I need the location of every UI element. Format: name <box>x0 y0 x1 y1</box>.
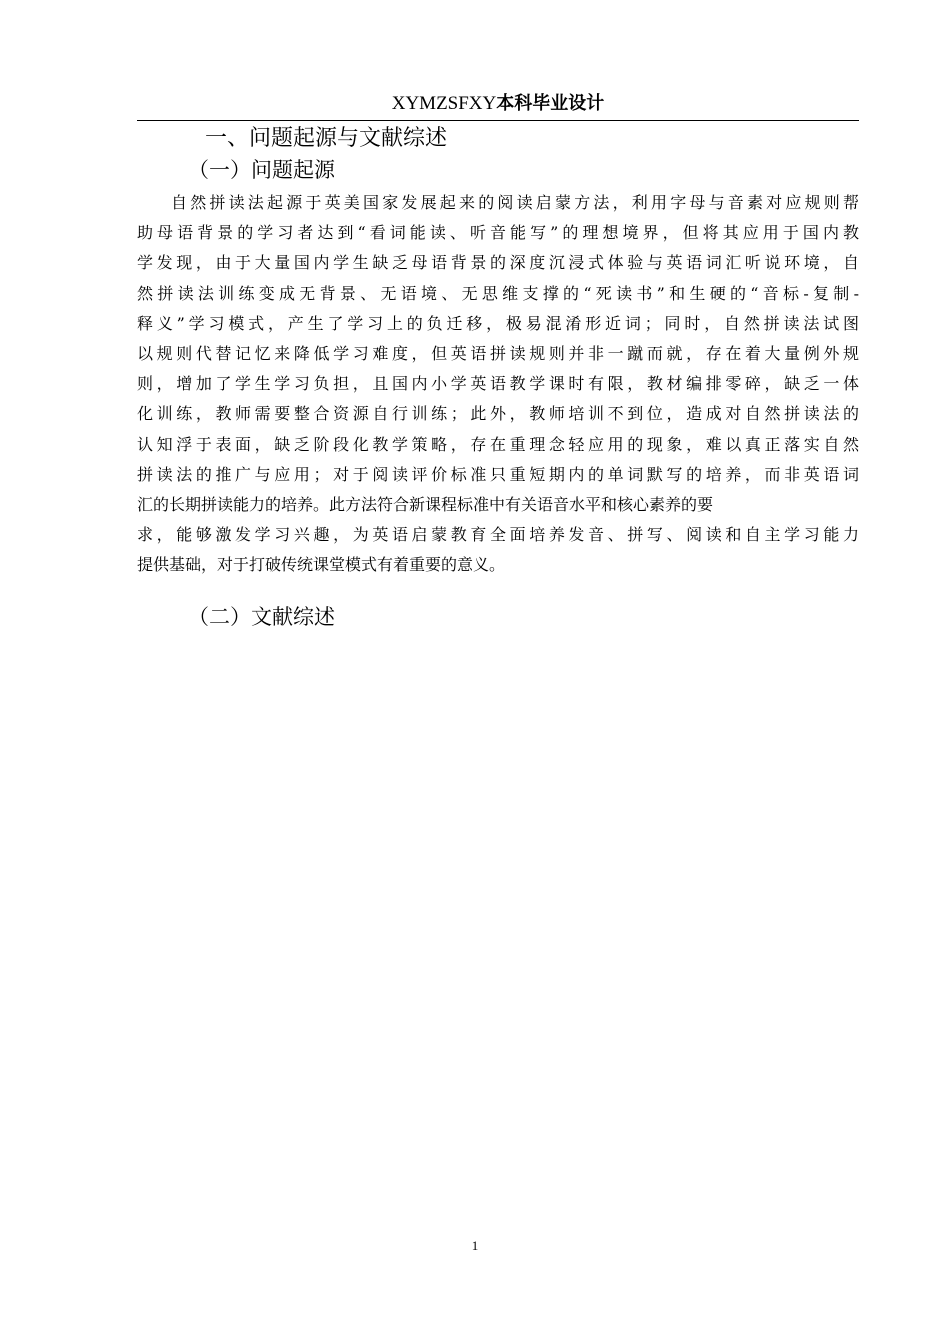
running-header <box>137 88 859 118</box>
subsection-title-literature: （二）文献综述 <box>188 605 335 629</box>
paragraph-line: 助母语背景的学习者达到“看词能读、听音能写”的理想境界，但将其应用于国内教 <box>137 223 859 243</box>
paragraph-line: 认知浮于表面，缺乏阶段化教学策略，存在重理念轻应用的现象，难以真正落实自然 <box>137 434 859 454</box>
paragraph-line: 释义”学习模式，产生了学习上的负迁移，极易混淆形近词；同时，自然拼读法试图 <box>137 313 859 333</box>
paragraph-line: 拼读法的推广与应用；对于阅读评价标准只重短期内的单词默写的培养，而非英语词 <box>137 464 859 484</box>
paragraph-line: 自然拼读法起源于英美国家发展起来的阅读启蒙方法，利用字母与音素对应规则帮 <box>171 193 859 212</box>
section-title: 一、问题起源与文献综述 <box>205 126 448 151</box>
page-number: 1 <box>471 1238 479 1253</box>
paragraph-line: 化训练，教师需要整合资源自行训练；此外，教师培训不到位，造成对自然拼读法的 <box>137 404 859 424</box>
paragraph-line: 则，增加了学生学习负担，且国内小学英语教学课时有限，教材编排零碎，缺乏一体 <box>137 374 859 394</box>
header-code: XYMZSFXY <box>391 93 497 114</box>
paragraph-line: 求，能够激发学习兴趣，为英语启蒙教育全面培养发音、拼写、阅读和自主学习能力 <box>137 525 859 545</box>
header-label: 本科毕业设计 <box>496 93 605 114</box>
paragraph-line: 学发现，由于大量国内学生缺乏母语背景的深度沉浸式体验与英语词汇听说环境，自 <box>137 253 859 273</box>
header-rule <box>137 120 859 121</box>
paragraph-line: 汇的长期拼读能力的培养。此方法符合新课程标准中有关语音水平和核心素养的要 <box>137 494 714 514</box>
subsection-title-origin: （一）问题起源 <box>188 158 335 182</box>
paragraph-line: 提供基础，对于打破传统课堂模式有着重要的意义。 <box>137 555 506 575</box>
body-paragraph <box>137 188 859 580</box>
paragraph-line: 然拼读法训练变成无背景、无语境、无思维支撑的“死读书”和生硬的“音标-复制- <box>137 283 859 303</box>
paragraph-line: 以规则代替记忆来降低学习难度，但英语拼读规则并非一蹴而就，存在着大量例外规 <box>137 343 859 363</box>
